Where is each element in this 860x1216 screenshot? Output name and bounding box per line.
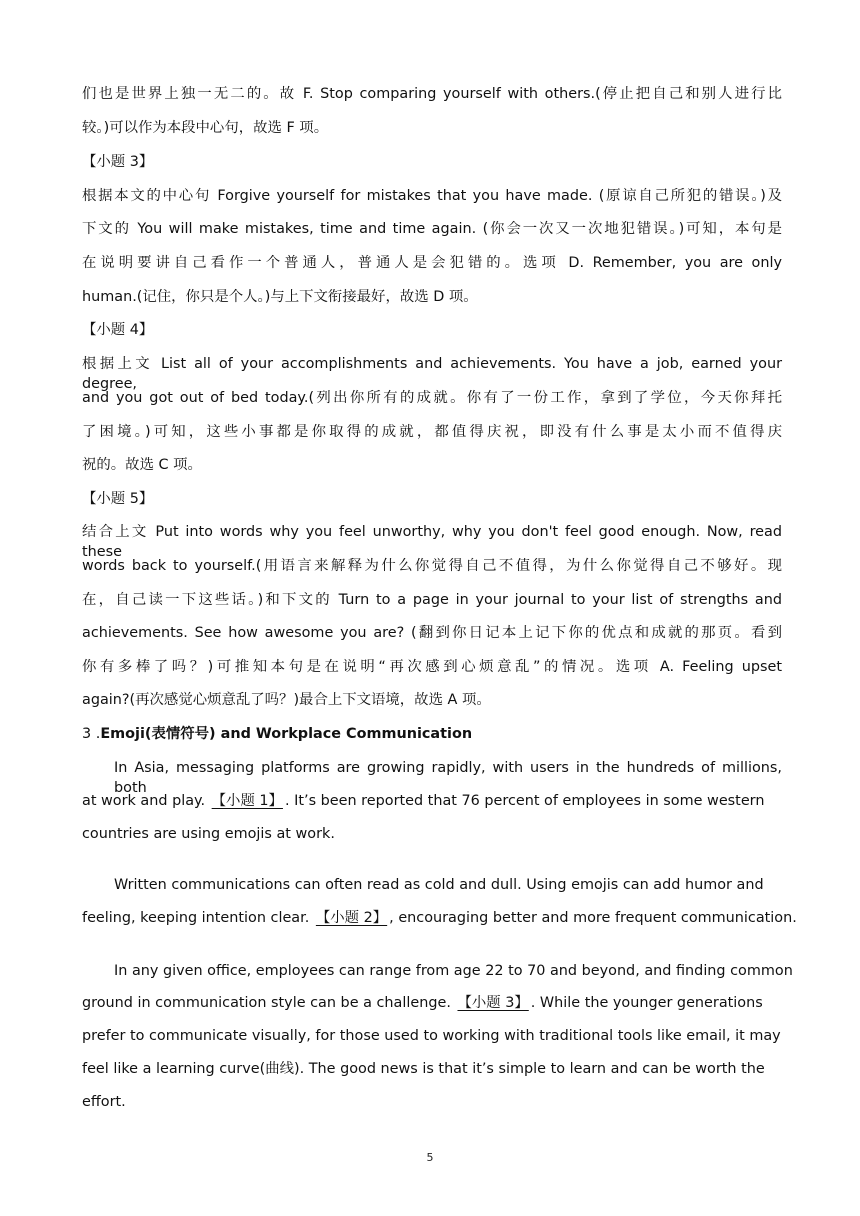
paragraph-2-line-2 — [82, 908, 797, 928]
answer-3-line-2: 下文的 You will make mistakes, time and time again. (你会一次又一次地犯错误。)可知，本句是 — [82, 221, 782, 237]
answer-3-line-1: 根据本文的中心句 Forgive yourself for mistakes that you have made. (原谅自己所犯的错误。)及 — [82, 188, 782, 204]
answer-5-line-1: 结合上文 Put into words why you feel unworthy, why you don't feel good enough. Now, read these — [82, 524, 782, 560]
paragraph-3-line-2 — [82, 993, 782, 1013]
paragraph-2-text-after-blank: , encouraging better and more frequent communication. — [389, 910, 797, 926]
question-5-heading: 【小题 5】 — [82, 491, 154, 507]
passage-number: 3 . — [82, 726, 101, 742]
paragraph-1-line-1: In Asia, messaging platforms are growing rapidly, with users in the hundreds of millions, both — [114, 760, 782, 796]
paragraph-3-line-1: In any given office, employees can range from age 22 to 70 and beyond, and finding common — [114, 963, 793, 979]
passage-title — [82, 724, 782, 744]
answer-4-line-2: and you got out of bed today.(列出你所有的成就。你有了一份工作，拿到了学位，今天你拜托 — [82, 390, 782, 406]
page-number: 5 — [426, 1151, 434, 1164]
paragraph-3-line-3: prefer to communicate visually, for those used to working with traditional tools like email, it may — [82, 1028, 781, 1044]
paragraph-3-text-before-blank: ground in communication style can be a challenge. — [82, 995, 451, 1011]
answer-4-line-1: 根据上文 List all of your accomplishments and achievements. You have a job, earned your degree, — [82, 356, 782, 392]
answer-5-line-3: 在，自己读一下这些话。)和下文的 Turn to a page in your journal to your list of strengths and — [82, 592, 782, 608]
paragraph-2-text-before-blank: feeling, keeping intention clear. — [82, 910, 310, 926]
answer-3-line-4: human.(记住，你只是个人。)与上下文衔接最好，故选 D 项。 — [82, 289, 478, 305]
paragraph-1-line-3: countries are using emojis at work. — [82, 826, 335, 842]
blank-2: 【小题 2】 — [315, 910, 388, 926]
answer-2-line-1: 们也是世界上独一无二的。故 F. Stop comparing yourself with others.(停止把自己和别人进行比 — [82, 86, 782, 102]
paragraph-1-line-2 — [82, 791, 782, 811]
paragraph-1-text-after-blank: . It’s been reported that 76 percent of employees in some western — [284, 793, 765, 809]
answer-4-line-3: 了困境。)可知，这些小事都是你取得的成就，都值得庆祝，即没有什么事是太小而不值得庆 — [82, 424, 782, 440]
answer-3-line-3: 在说明要讲自己看作一个普通人，普通人是会犯错的。选项 D. Remember, you are only — [82, 255, 782, 271]
blank-3: 【小题 3】 — [457, 995, 529, 1011]
question-3-heading: 【小题 3】 — [82, 154, 154, 170]
paragraph-2-line-1: Written communications can often read as cold and dull. Using emojis can add humor and — [114, 877, 764, 893]
answer-5-line-4: achievements. See how awesome you are? (翻到你日记本上记下你的优点和成就的那页。看到 — [82, 625, 782, 641]
paragraph-1-text-before-blank: at work and play. — [82, 793, 206, 809]
answer-4-line-4: 祝的。故选 C 项。 — [82, 457, 202, 473]
blank-1: 【小题 1】 — [211, 793, 283, 809]
answer-2-line-2: 较。)可以作为本段中心句，故选 F 项。 — [82, 120, 329, 136]
passage-title-text: Emoji(表情符号) and Workplace Communication — [100, 726, 473, 742]
paragraph-3-line-4: feel like a learning curve(曲线). The good news is that it’s simple to learn and can be worth the — [82, 1061, 765, 1077]
answer-5-line-5: 你有多棒了吗？)可推知本句是在说明“再次感到心烦意乱”的情况。选项 A. Feeling upset — [82, 659, 782, 675]
paragraph-3-text-after-blank: . While the younger generations — [530, 995, 763, 1011]
answer-5-line-2: words back to yourself.(用语言来解释为什么你觉得自己不值得，为什么你觉得自己不够好。现 — [82, 558, 782, 574]
question-4-heading: 【小题 4】 — [82, 322, 154, 338]
answer-5-line-6: again?(再次感觉心烦意乱了吗？)最合上下文语境，故选 A 项。 — [82, 692, 491, 708]
paragraph-3-line-5: effort. — [82, 1094, 126, 1110]
